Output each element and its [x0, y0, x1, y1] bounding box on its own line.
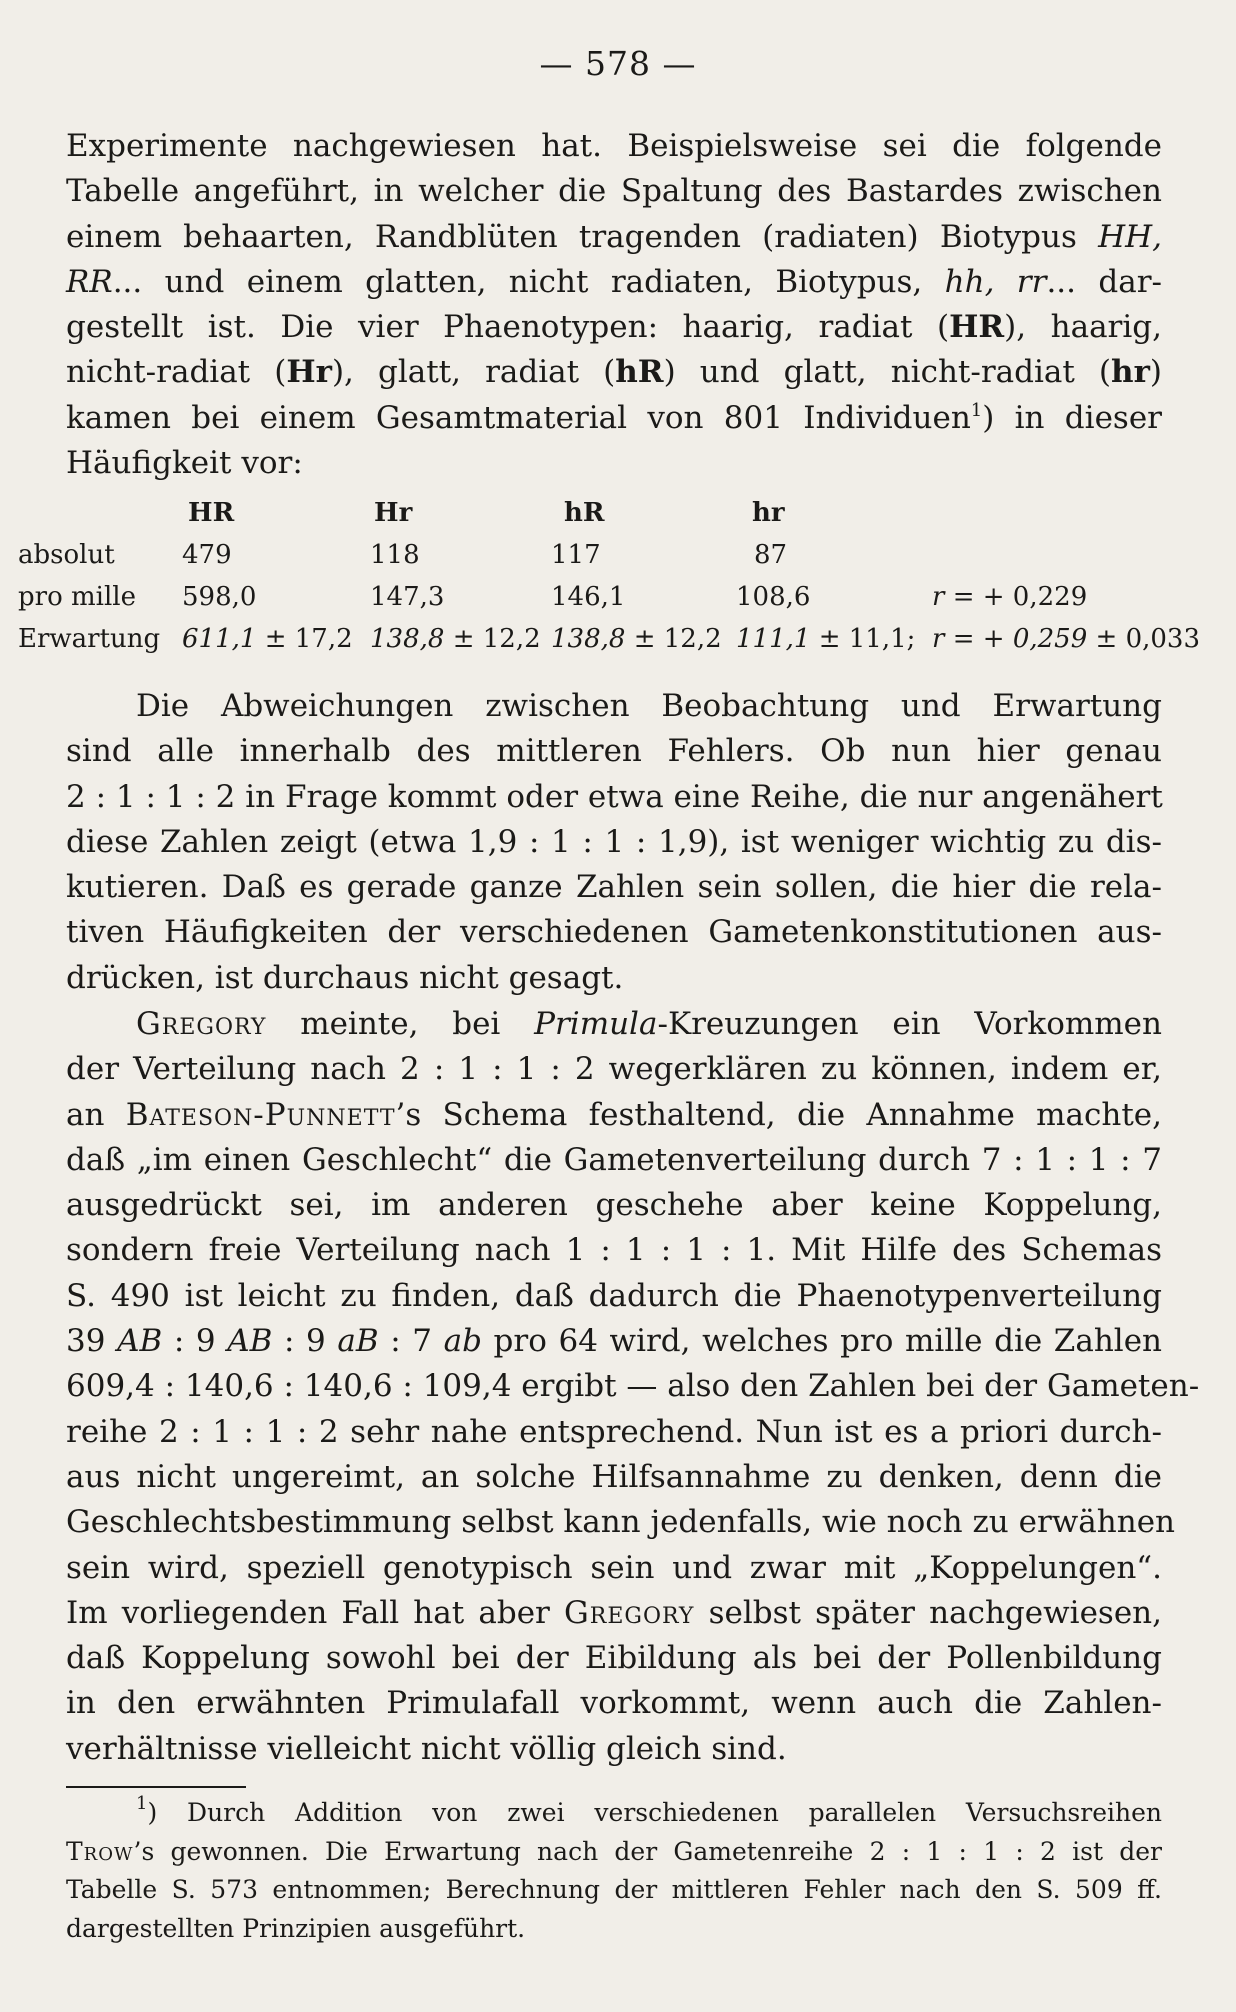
- table-cell: 146,1: [551, 582, 626, 612]
- text-line: RR... und einem glatten, nicht radiaten, Biotypus, hh, rr... dar-: [66, 263, 1162, 300]
- intro-paragraph: [66, 124, 1162, 486]
- row-label: absolut: [18, 540, 115, 570]
- page-number: — 578 —: [539, 44, 697, 83]
- row-label: Erwartung: [18, 624, 161, 654]
- table-cell: 87: [754, 540, 788, 570]
- text-line: in den erwähnten Primulafall vorkommt, wenn auch die Zahlen-: [66, 1685, 1162, 1722]
- text-line: Gregory meinte, bei Primula-Kreuzungen ein Vorkommen: [136, 1006, 1162, 1042]
- text-line: an Bateson-Punnett’s Schema festhaltend, die Annahme machte,: [66, 1096, 1162, 1133]
- correlation-value: r = + 0,229: [932, 582, 1088, 612]
- text-line: Im vorliegenden Fall hat aber Gregory selbst später nachgewiesen,: [66, 1594, 1162, 1631]
- footnote-ref: 1: [970, 399, 983, 421]
- phenotype-table: [18, 498, 1218, 666]
- footnote-divider: [66, 1786, 246, 1788]
- text-line: Tabelle S. 573 entnommen; Berechnung der mittleren Fehler nach den S. 509 ff.: [66, 1875, 1162, 1904]
- text-line: der Verteilung nach 2 : 1 : 1 : 2 wegerklären zu können, indem er,: [66, 1051, 1162, 1088]
- text-line: daß Koppelung sowohl bei der Eibildung als bei der Pollenbildung: [66, 1640, 1162, 1677]
- table-cell: 118: [370, 540, 420, 570]
- text-line: 39 AB : 9 AB : 9 aB : 7 ab pro 64 wird, welches pro mille die Zahlen: [66, 1323, 1163, 1360]
- text-line: reihe 2 : 1 : 1 : 2 sehr nahe entsprechend. Nun ist es a priori durch-: [66, 1413, 1162, 1450]
- footnote-marker: 1: [136, 1793, 148, 1814]
- text-line: nicht-radiat (Hr), glatt, radiat (hR) und glatt, nicht-radiat (hr): [66, 354, 1163, 391]
- text-line: sind alle innerhalb des mittleren Fehlers. Ob nun hier genau: [66, 733, 1162, 770]
- text-line: Geschlechtsbestimmung selbst kann jedenfalls, wie noch zu erwähnen: [66, 1504, 1176, 1541]
- text-line: $^1$) Durch Addition von zwei verschiedenen parallelen Versuchsreihen: [136, 1793, 1162, 1827]
- column-header: hr: [752, 498, 785, 528]
- text-line: sondern freie Verteilung nach 1 : 1 : 1 : 1. Mit Hilfe des Schemas: [66, 1232, 1162, 1269]
- table-cell: 138,8 ± 12,2: [551, 624, 722, 654]
- table-row: [18, 624, 1218, 666]
- table-cell: 147,3: [370, 582, 445, 612]
- text-line: tiven Häufigkeiten der verschiedenen Gametenkonstitutionen aus-: [66, 914, 1162, 951]
- table-cell: 111,1 ± 11,1;: [736, 624, 916, 654]
- text-line: Die Abweichungen zwischen Beobachtung und Erwartung: [136, 688, 1162, 724]
- text-line: S. 490 ist leicht zu finden, daß dadurch die Phaenotypenverteilung: [66, 1277, 1162, 1314]
- table-cell: 479: [182, 540, 232, 570]
- text-line: kamen bei einem Gesamtmaterial von 801 Individuen$^1$) in dieser: [66, 399, 1162, 436]
- row-label: pro mille: [18, 582, 136, 612]
- text-line: ausgedrückt sei, im anderen geschehe aber keine Koppelung,: [66, 1187, 1162, 1224]
- text-line: gestellt ist. Die vier Phaenotypen: haarig, radiat (HR), haarig,: [66, 309, 1162, 346]
- text-line: daß „im einen Geschlecht“ die Gametenverteilung durch 7 : 1 : 1 : 7: [66, 1141, 1162, 1178]
- text-line: diese Zahlen zeigt (etwa 1,9 : 1 : 1 : 1,9), ist weniger wichtig zu dis-: [66, 823, 1162, 860]
- body-paragraph: [66, 1002, 1200, 1772]
- column-header: Hr: [374, 498, 413, 528]
- text-line: Häufigkeit vor:: [66, 445, 303, 482]
- footnote: [66, 1794, 1162, 1948]
- text-line: 609,4 : 140,6 : 140,6 : 109,4 ergibt — also den Zahlen bei der Gameten-: [66, 1368, 1200, 1405]
- text-line: 2 : 1 : 1 : 2 in Frage kommt oder etwa eine Reihe, die nur angenähert: [66, 778, 1163, 815]
- text-line: drücken, ist durchaus nicht gesagt.: [66, 959, 624, 996]
- text-line: einem behaarten, Randblüten tragenden (radiaten) Biotypus HH,: [66, 218, 1162, 255]
- text-line: dargestellten Prinzipien ausgeführt.: [66, 1913, 526, 1943]
- text-line: sein wird, speziell genotypisch sein und zwar mit „Koppelungen“.: [66, 1549, 1162, 1586]
- table-cell: 108,6: [736, 582, 811, 612]
- column-header: HR: [188, 498, 235, 528]
- table-cell: 598,0: [182, 582, 257, 612]
- body-paragraph: [66, 684, 1162, 1001]
- text-line: kutieren. Daß es gerade ganze Zahlen sein sollen, die hier die rela-: [66, 869, 1162, 906]
- table-cell: 138,8 ± 12,2: [370, 624, 541, 654]
- table-cell: 117: [551, 540, 601, 570]
- text-line: Tabelle angeführt, in welcher die Spaltung des Bastardes zwischen: [66, 173, 1162, 210]
- text-line: Trow’s gewonnen. Die Erwartung nach der Gametenreihe 2 : 1 : 1 : 2 ist der: [66, 1836, 1162, 1866]
- correlation-value: r = + 0,259 ± 0,033: [932, 624, 1200, 654]
- text-line: Experimente nachgewiesen hat. Beispielsweise sei die folgende: [66, 128, 1162, 164]
- text-line: verhältnisse vielleicht nicht völlig gleich sind.: [66, 1730, 787, 1767]
- table-row: [18, 540, 1218, 582]
- table-header-row: [18, 498, 1218, 540]
- table-row: [18, 582, 1218, 624]
- table-cell: 611,1 ± 17,2: [182, 624, 353, 654]
- text-line: aus nicht ungereimt, an solche Hilfsannahme zu denken, denn die: [66, 1458, 1162, 1495]
- column-header: hR: [564, 498, 605, 528]
